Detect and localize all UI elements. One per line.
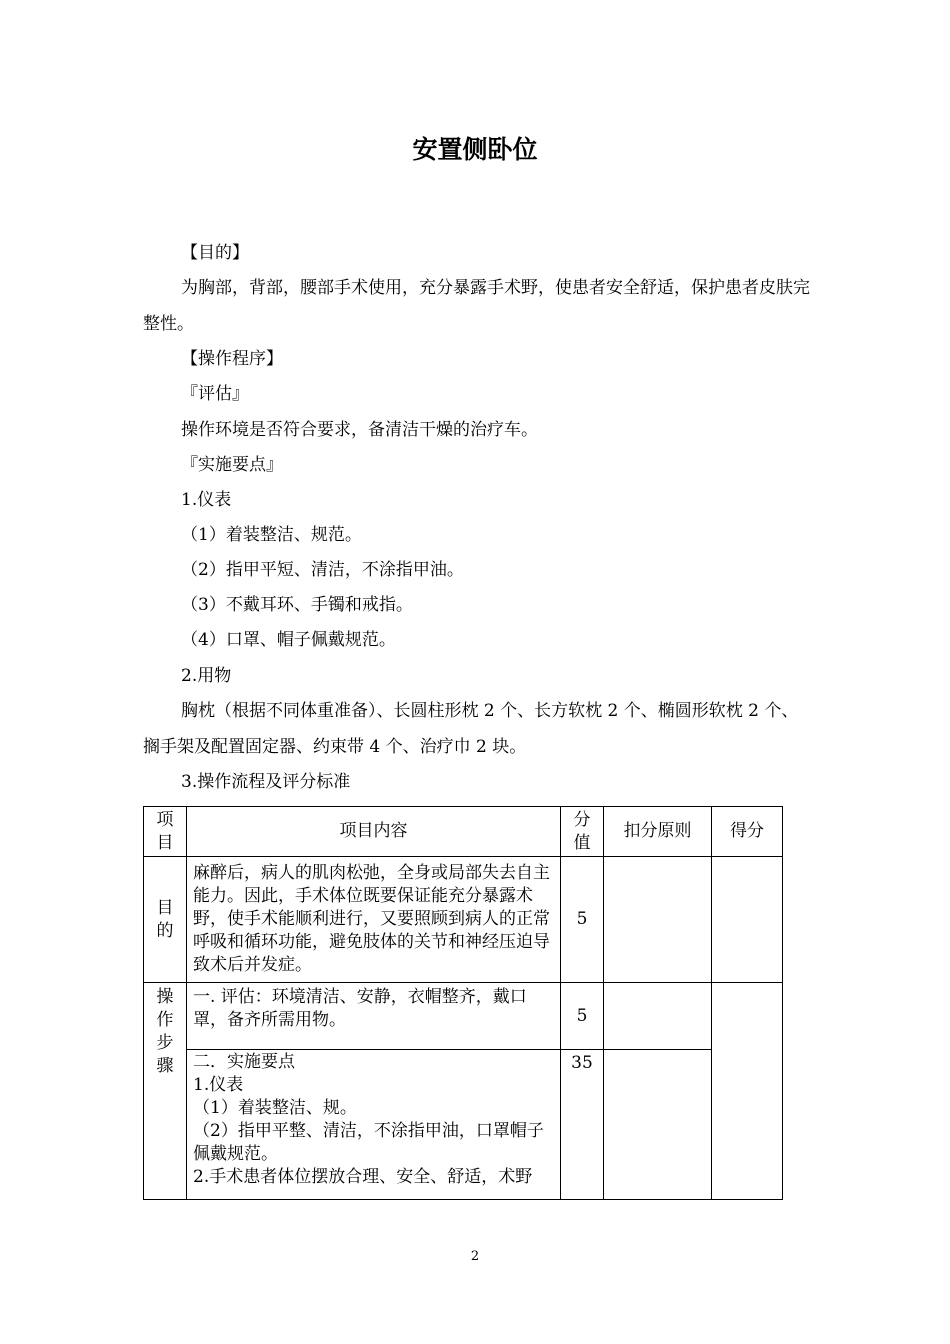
standard-heading: 3.操作流程及评分标准	[181, 772, 351, 792]
row-item: 操作步骤	[144, 983, 187, 1200]
header-score: 分值	[561, 807, 604, 857]
row-deduction	[604, 1050, 712, 1200]
header-item: 项目	[144, 807, 187, 857]
row-got	[712, 857, 783, 983]
row-content	[187, 1050, 561, 1200]
appearance-item: （3）不戴耳环、手镯和戒指。	[181, 595, 413, 615]
table-row	[144, 983, 783, 1050]
assessment-heading: 『评估』	[181, 384, 249, 404]
page-number: 2	[470, 1249, 480, 1264]
row-content: 麻醉后，病人的肌肉松弛，全身或局部失去自主能力。因此，手术体位既要保证能充分暴露术野，使手术能顺利进行，又要照顾到病人的正常呼吸和循环功能，避免肢体的关节和神经压迫导致术后并发症。	[187, 857, 561, 983]
content-line: （1）着装整洁、规。	[193, 1098, 357, 1118]
content-line: （2）指甲平整、清洁，不涂指甲油，口罩帽子佩戴规范。	[193, 1121, 544, 1164]
supplies-heading: 2.用物	[181, 666, 232, 686]
appearance-item: （2）指甲平短、清洁，不涂指甲油。	[181, 560, 464, 580]
scoring-table	[143, 806, 783, 1200]
row-content: 一. 评估：环境清洁、安静，衣帽整齐，戴口罩，备齐所需用物。	[187, 983, 561, 1050]
purpose-text: 为胸部，背部，腰部手术使用，充分暴露手术野，使患者安全舒适，保护患者皮肤完整性。	[143, 278, 810, 334]
content-line: 二．实施要点	[193, 1052, 295, 1072]
procedure-heading: 【操作程序】	[181, 349, 283, 369]
row-item: 目的	[144, 857, 187, 983]
table-row	[144, 857, 783, 983]
table-row	[144, 1050, 783, 1200]
header-content: 项目内容	[187, 807, 561, 857]
appearance-item: （4）口罩、帽子佩戴规范。	[181, 630, 396, 650]
header-got: 得分	[712, 807, 783, 857]
row-score: 35	[561, 1050, 604, 1200]
content-line: 2.手术患者体位摆放合理、安全、舒适，术野	[193, 1167, 533, 1187]
row-score: 5	[561, 983, 604, 1050]
content-line: 1.仪表	[193, 1075, 244, 1095]
row-score: 5	[561, 857, 604, 983]
supplies-text: 胸枕（根据不同体重准备）、长圆柱形枕 2 个、长方软枕 2 个、椭圆形软枕 2 个、搁手架及配置固定器、约束带 4 个、治疗巾 2 块。	[143, 701, 799, 757]
table-header-row	[144, 807, 783, 857]
appearance-item: （1）着装整洁、规范。	[181, 525, 362, 545]
row-deduction	[604, 857, 712, 983]
page-title: 安置侧卧位	[412, 135, 538, 164]
row-got	[712, 983, 783, 1200]
assessment-text: 操作环境是否符合要求，备清洁干燥的治疗车。	[181, 420, 538, 440]
row-deduction	[604, 983, 712, 1050]
key-points-heading: 『实施要点』	[181, 455, 283, 475]
purpose-heading: 【目的】	[181, 243, 249, 263]
header-deduction: 扣分原则	[604, 807, 712, 857]
appearance-heading: 1.仪表	[181, 490, 232, 510]
